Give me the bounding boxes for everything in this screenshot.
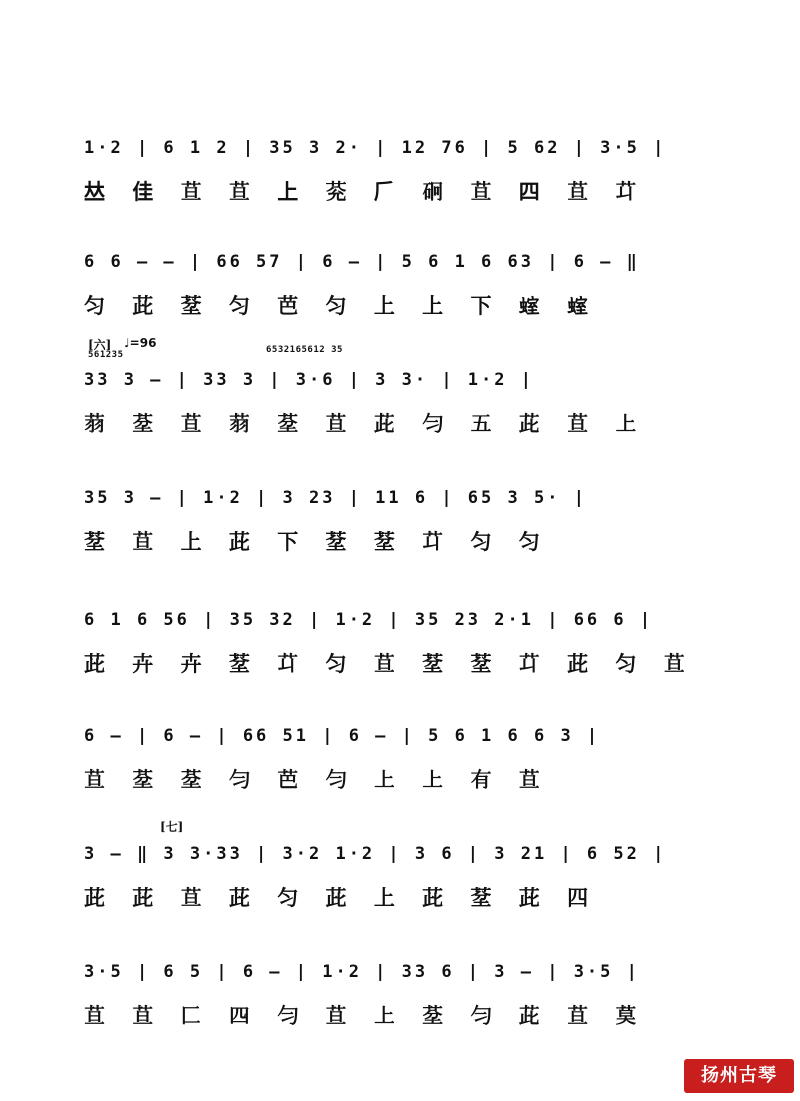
tablature-line: 𦯀 𦬹 上 茈 下 𦯀 𦯀 𦫶 匀 匀 (84, 529, 550, 554)
grace-notes-1: 561235 (88, 350, 124, 360)
section-label-6: [六] (88, 338, 112, 352)
score-row-2 (84, 242, 724, 352)
notation-line: 6 6 — — | 66 57 | 6 — | 5 6 1 6 63 | 6 — ‖ (84, 252, 640, 272)
tablature-line: 𦬹 𦬹 匚 四 匀 𦬹 上 𦯀 匀 茈 𦬹 莫 (84, 1003, 647, 1028)
score-row-5 (84, 600, 724, 710)
watermark-logo: 扬州古琴 (684, 1059, 794, 1093)
tablature-line: 茈 卉 卉 𦯀 𦫶 匀 𦬹 𦯀 𦯀 𦫶 茈 匀 𦬹 (84, 651, 695, 676)
tablature-line: 匀 茈 𦯀 匀 芭 匀 上 上 下 𧍱 𧍱 (84, 293, 599, 318)
tablature-line: 𦭳 𦯀 𦬹 𦭳 𦯀 𦬹 茈 匀 五 茈 𦬹 上 (84, 411, 647, 436)
notation-line: 33 3 — | 33 3 | 3·6 | 3 3· | 1·2 | (84, 370, 534, 390)
score-row-1 (84, 128, 724, 238)
notation-line: 6 — | 6 — | 66 51 | 6 — | 5 6 1 6 6 3 | (84, 726, 601, 746)
tablature-line: 𠀤 佳 𦬹 𦬹 上 𦮀 𠂆 𥑎 𦬹 四 𦬹 𦫶 (84, 179, 647, 204)
notation-line: 6 1 6 56 | 35 32 | 1·2 | 35 23 2·1 | 66 6 | (84, 610, 654, 630)
notation-line: 3 — ‖ 3 3·33 | 3·2 1·2 | 3 6 | 3 21 | 6 52 | (84, 844, 667, 864)
grace-notes-2: 6532165612 35 (266, 345, 343, 355)
score-row-4 (84, 478, 724, 588)
tablature-line: 茈 茈 𦬹 茈 匀 茈 上 茈 𦯀 茈 四 (84, 885, 599, 910)
tablature-line: 𦬹 𦯀 𦯀 匀 芭 匀 上 上 有 𦬹 (84, 767, 550, 792)
section-label-7: [七] (160, 820, 184, 834)
notation-line: 35 3 — | 1·2 | 3 23 | 11 6 | 65 3 5· | (84, 488, 587, 508)
notation-line: 1·2 | 6 1 2 | 35 3 2· | 12 76 | 5 62 | 3·5 | (84, 138, 667, 158)
score-row-7 (84, 834, 724, 944)
score-row-3 (84, 360, 724, 470)
tempo-marking: ♩=96 (124, 336, 157, 350)
notation-line: 3·5 | 6 5 | 6 — | 1·2 | 33 6 | 3 — | 3·5 | (84, 962, 640, 982)
score-row-6 (84, 716, 724, 826)
score-row-8 (84, 952, 724, 1062)
